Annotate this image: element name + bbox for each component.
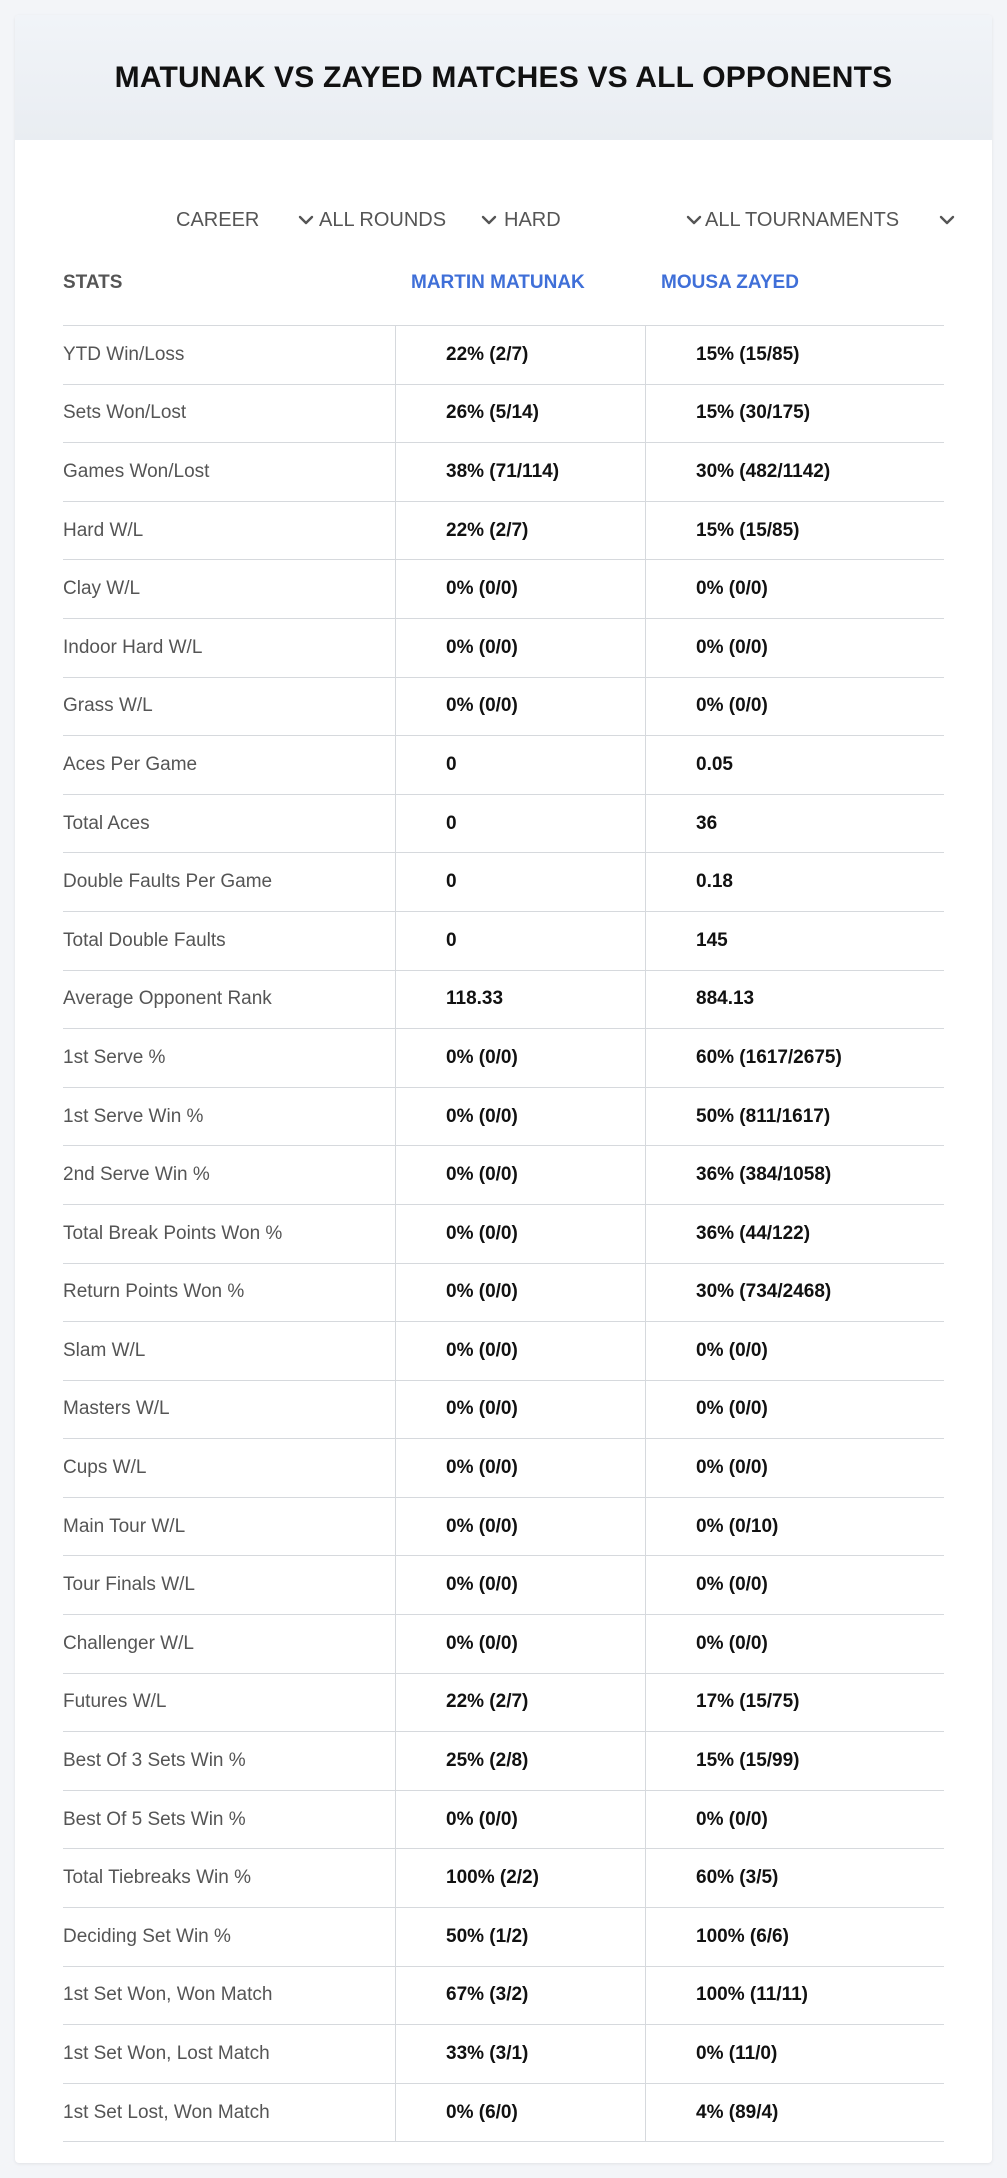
- table-row: [63, 1088, 944, 1147]
- stat-label: YTD Win/Loss: [63, 343, 185, 365]
- chevron-down-icon: [937, 210, 957, 230]
- period-select[interactable]: [176, 190, 316, 250]
- player2-value: 30% (482/1142): [645, 443, 944, 501]
- player1-value: 0% (0/0): [395, 1615, 645, 1673]
- period-select-value: CAREER: [176, 208, 260, 231]
- player2-value: 0.18: [645, 853, 944, 911]
- player2-value: 0% (0/0): [645, 1381, 944, 1439]
- chevron-down-icon: [684, 210, 704, 230]
- stats-column-header: STATS: [63, 272, 123, 293]
- player1-value: 38% (71/114): [395, 443, 645, 501]
- table-row: [63, 971, 944, 1030]
- player1-value: 33% (3/1): [395, 2025, 645, 2083]
- player2-value: 0% (0/0): [645, 1322, 944, 1380]
- player2-value: 0% (0/0): [645, 1791, 944, 1849]
- table-row: [63, 853, 944, 912]
- stat-label: Deciding Set Win %: [63, 1925, 231, 1947]
- stat-label: Cups W/L: [63, 1457, 147, 1479]
- table-row: [63, 1615, 944, 1674]
- player1-value: 0% (0/0): [395, 619, 645, 677]
- table-row: [63, 619, 944, 678]
- table-row: [63, 443, 944, 502]
- player1-value: 0% (0/0): [395, 1205, 645, 1263]
- player1-value: 0% (0/0): [395, 1029, 645, 1087]
- stat-label: Challenger W/L: [63, 1632, 194, 1654]
- player2-value: 145: [645, 912, 944, 970]
- player1-value: 0% (6/0): [395, 2084, 645, 2142]
- player2-value: 0% (0/0): [645, 678, 944, 736]
- player2-value: 4% (89/4): [645, 2084, 944, 2142]
- player2-value: 0% (0/0): [645, 560, 944, 618]
- player2-value: 15% (30/175): [645, 385, 944, 443]
- player2-value: 0% (0/0): [645, 1439, 944, 1497]
- stat-label: 1st Set Lost, Won Match: [63, 2101, 270, 2123]
- player2-value: 50% (811/1617): [645, 1088, 944, 1146]
- stat-label: Games Won/Lost: [63, 460, 210, 482]
- player2-value: 15% (15/85): [645, 502, 944, 560]
- table-row: [63, 736, 944, 795]
- player1-value: 50% (1/2): [395, 1908, 645, 1966]
- player1-value: 0: [395, 795, 645, 853]
- stat-label: Total Double Faults: [63, 929, 226, 951]
- stats-table: [63, 255, 944, 2142]
- stat-label: Indoor Hard W/L: [63, 636, 203, 658]
- stat-label: Masters W/L: [63, 1398, 170, 1420]
- stat-label: Grass W/L: [63, 695, 153, 717]
- player1-value: 25% (2/8): [395, 1732, 645, 1790]
- player1-value: 0% (0/0): [395, 1264, 645, 1322]
- player2-value: 36% (384/1058): [645, 1146, 944, 1204]
- stat-label: Best Of 3 Sets Win %: [63, 1750, 246, 1772]
- table-row: [63, 326, 944, 385]
- chevron-down-icon: [296, 210, 316, 230]
- stat-label: Return Points Won %: [63, 1281, 245, 1303]
- table-row: [63, 1967, 944, 2026]
- player2-value: 0% (11/0): [645, 2025, 944, 2083]
- player2-value: 17% (15/75): [645, 1674, 944, 1732]
- table-row: [63, 1146, 944, 1205]
- stats-card: [15, 15, 992, 2163]
- stat-label: Clay W/L: [63, 578, 141, 600]
- stat-label: Total Tiebreaks Win %: [63, 1867, 251, 1889]
- player2-value: 60% (3/5): [645, 1849, 944, 1907]
- player1-value: 118.33: [395, 971, 645, 1029]
- player1-value: 0% (0/0): [395, 678, 645, 736]
- stat-label: Total Aces: [63, 812, 150, 834]
- table-header: [63, 255, 944, 326]
- player1-value: 0: [395, 912, 645, 970]
- table-row: [63, 1439, 944, 1498]
- player1-value: 0% (0/0): [395, 1498, 645, 1556]
- player1-value: 0% (0/0): [395, 1088, 645, 1146]
- stat-label: 1st Serve %: [63, 1046, 166, 1068]
- player2-value: 0% (0/10): [645, 1498, 944, 1556]
- player2-value: 15% (15/85): [645, 326, 944, 384]
- player2-value: 36% (44/122): [645, 1205, 944, 1263]
- tournaments-select-value: ALL TOURNAMENTS: [705, 208, 900, 231]
- player2-value: 60% (1617/2675): [645, 1029, 944, 1087]
- table-row: [63, 678, 944, 737]
- stat-label: 1st Set Won, Lost Match: [63, 2043, 270, 2065]
- stat-label: Hard W/L: [63, 519, 144, 541]
- table-row: [63, 1908, 944, 1967]
- player1-value: 100% (2/2): [395, 1849, 645, 1907]
- player1-value: 0% (0/0): [395, 1146, 645, 1204]
- player1-value: 0% (0/0): [395, 560, 645, 618]
- table-row: [63, 1498, 944, 1557]
- stat-label: Average Opponent Rank: [63, 988, 272, 1010]
- filters-bar: [15, 190, 992, 250]
- player1-value: 67% (3/2): [395, 1967, 645, 2025]
- player1-column-header[interactable]: MARTIN MATUNAK: [411, 272, 585, 293]
- player2-value: 36: [645, 795, 944, 853]
- player2-value: 30% (734/2468): [645, 1264, 944, 1322]
- surface-select-value: HARD: [504, 208, 561, 231]
- page-title: MATUNAK VS ZAYED MATCHES VS ALL OPPONENTS: [114, 60, 893, 94]
- table-row: [63, 560, 944, 619]
- stat-label: Double Faults Per Game: [63, 871, 273, 893]
- player2-value: 100% (6/6): [645, 1908, 944, 1966]
- player2-value: 884.13: [645, 971, 944, 1029]
- player1-value: 22% (2/7): [395, 326, 645, 384]
- stat-label: Futures W/L: [63, 1691, 167, 1713]
- player1-value: 0% (0/0): [395, 1791, 645, 1849]
- table-row: [63, 1674, 944, 1733]
- player2-value: 15% (15/99): [645, 1732, 944, 1790]
- player2-value: 0% (0/0): [645, 1615, 944, 1673]
- rounds-select-value: ALL ROUNDS: [319, 208, 447, 231]
- player1-value: 26% (5/14): [395, 385, 645, 443]
- table-row: [63, 1849, 944, 1908]
- player2-value: 0% (0/0): [645, 1556, 944, 1614]
- stat-label: Tour Finals W/L: [63, 1574, 195, 1596]
- stat-label: Slam W/L: [63, 1339, 146, 1361]
- player1-value: 0% (0/0): [395, 1322, 645, 1380]
- table-row: [63, 1556, 944, 1615]
- table-body: [63, 326, 944, 2142]
- player1-value: 0% (0/0): [395, 1381, 645, 1439]
- table-row: [63, 1029, 944, 1088]
- stat-label: Main Tour W/L: [63, 1515, 186, 1537]
- player2-value: 0% (0/0): [645, 619, 944, 677]
- table-row: [63, 1381, 944, 1440]
- surface-select[interactable]: [504, 190, 704, 250]
- rounds-select[interactable]: [319, 190, 499, 250]
- table-row: [63, 1791, 944, 1850]
- table-row: [63, 912, 944, 971]
- table-row: [63, 1264, 944, 1323]
- player1-value: 22% (2/7): [395, 502, 645, 560]
- stat-label: Aces Per Game: [63, 753, 198, 775]
- chevron-down-icon: [479, 210, 499, 230]
- stat-label: Total Break Points Won %: [63, 1222, 283, 1244]
- player1-value: 0: [395, 736, 645, 794]
- stat-label: 1st Set Won, Won Match: [63, 1984, 273, 2006]
- stat-label: Sets Won/Lost: [63, 402, 187, 424]
- stat-label: Best Of 5 Sets Win %: [63, 1808, 246, 1830]
- table-row: [63, 2025, 944, 2084]
- player2-column-header[interactable]: MOUSA ZAYED: [661, 272, 799, 293]
- table-row: [63, 795, 944, 854]
- table-row: [63, 502, 944, 561]
- player1-value: 0% (0/0): [395, 1439, 645, 1497]
- table-row: [63, 385, 944, 444]
- table-row: [63, 2084, 944, 2143]
- player1-value: 0: [395, 853, 645, 911]
- stat-label: 1st Serve Win %: [63, 1105, 204, 1127]
- table-row: [63, 1322, 944, 1381]
- stat-label: 2nd Serve Win %: [63, 1164, 210, 1186]
- player1-value: 0% (0/0): [395, 1556, 645, 1614]
- table-row: [63, 1205, 944, 1264]
- player2-value: 0.05: [645, 736, 944, 794]
- card-header: [15, 15, 992, 140]
- table-row: [63, 1732, 944, 1791]
- player1-value: 22% (2/7): [395, 1674, 645, 1732]
- player2-value: 100% (11/11): [645, 1967, 944, 2025]
- tournaments-select[interactable]: [705, 190, 957, 250]
